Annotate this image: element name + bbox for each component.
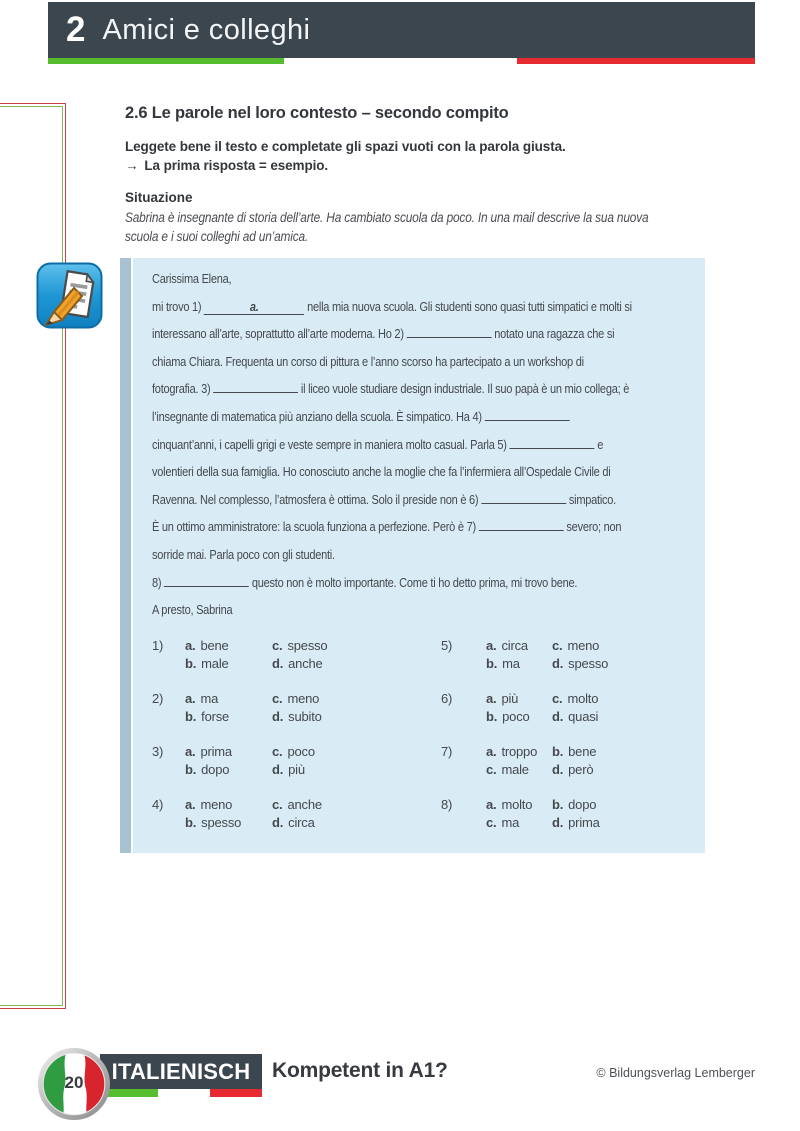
option <box>552 796 600 814</box>
option <box>272 761 315 779</box>
option-letter: d. <box>272 655 284 671</box>
letter-line <box>152 541 687 569</box>
option-letter: d. <box>272 814 284 830</box>
exercise-item-3 <box>152 743 441 779</box>
option <box>552 761 596 779</box>
letter-line <box>152 265 687 293</box>
option-word: dopo <box>201 761 230 777</box>
option-word: ma <box>200 690 219 706</box>
series-label-bar <box>100 1054 262 1089</box>
chapter-title: Amici e colleghi <box>102 13 311 46</box>
option-word: molto <box>501 796 533 812</box>
option <box>486 655 552 673</box>
option-letter: b. <box>185 814 197 830</box>
option-word: male <box>501 761 529 777</box>
letter-text: sorride mai. Parla poco con gli studenti. <box>152 546 335 562</box>
letter-text: 8) <box>152 574 165 590</box>
option <box>185 814 272 832</box>
option-word: però <box>568 761 594 777</box>
copyright-notice: © Bildungsverlag Lemberger <box>596 1066 755 1080</box>
option <box>552 655 608 673</box>
option-word: meno <box>567 637 600 653</box>
exercise-item-2 <box>152 690 441 726</box>
option-letter: c. <box>552 690 563 706</box>
option-letter: c. <box>272 690 283 706</box>
option-word: male <box>201 655 229 671</box>
option-word: anche <box>287 796 322 812</box>
situation-line: Sabrina è insegnante di storia dell’arte. Ha cambiato scuola da poco. In una mail descrive la sua nuova <box>125 210 649 225</box>
letter-text: chiama Chiara. Frequenta un corso di pittura e l’anno scorso ha partecipato a un workshop di <box>152 353 584 369</box>
letter-text: interessano all’arte, soprattutto all’arte moderna. Ho 2) <box>152 326 407 342</box>
exercise-item-1 <box>152 637 441 673</box>
option-letter: b. <box>185 761 197 777</box>
answer-options <box>152 637 687 849</box>
exercise-item-5 <box>441 637 687 673</box>
option-letter: d. <box>552 761 564 777</box>
option-word: spesso <box>568 655 609 671</box>
situation-text <box>125 209 732 246</box>
option <box>552 690 598 708</box>
item-number: 7) <box>441 743 453 759</box>
option-letter: a. <box>185 690 196 706</box>
option-letter: d. <box>552 814 564 830</box>
instruction-note: La prima risposta = esempio. <box>144 158 329 173</box>
option <box>486 761 552 779</box>
box-left-strip <box>120 258 131 853</box>
letter-line <box>152 375 687 403</box>
option-word: poco <box>502 708 530 724</box>
options-column-right <box>441 637 687 849</box>
option-letter: c. <box>272 796 283 812</box>
option <box>486 637 552 655</box>
letter-text: notato una ragazza che si <box>491 326 615 342</box>
option-word: spesso <box>287 637 328 653</box>
option-letter: b. <box>486 708 498 724</box>
letter-line <box>152 569 687 597</box>
item-number: 4) <box>152 796 164 812</box>
option-letter: a. <box>185 637 196 653</box>
option-word: spesso <box>201 814 242 830</box>
letter-text-block <box>152 265 687 624</box>
blank-field-6 <box>481 489 566 504</box>
arrow-icon: → <box>125 158 139 173</box>
letter-text: il liceo vuole studiare design industriale. Il suo papà è un mio collega; è <box>298 381 630 397</box>
option <box>272 637 327 655</box>
exercise-item-7 <box>441 743 687 779</box>
option-letter: b. <box>552 796 564 812</box>
letter-text: Ravenna. Nel complesso, l’atmosfera è ottima. Solo il preside non è 6) <box>152 491 482 507</box>
section-heading: 2.6 Le parole nel loro contesto – secondo compito <box>125 104 509 122</box>
item-number: 2) <box>152 690 164 706</box>
option <box>185 708 272 726</box>
option-letter: c. <box>486 761 497 777</box>
option <box>552 708 598 726</box>
letter-text: Carissima Elena, <box>152 271 232 286</box>
option <box>185 743 272 761</box>
option <box>486 743 552 761</box>
page-number: 20 <box>64 1073 84 1092</box>
letter-line <box>152 431 687 459</box>
exercise-item-8 <box>441 796 687 832</box>
margin-frame-inner <box>0 106 63 1006</box>
option-word: dopo <box>568 796 597 812</box>
letter-text: È un ottimo amministratore: la scuola funziona a perfezione. Però è 7) <box>152 519 479 535</box>
option <box>552 743 596 761</box>
page-number-badge <box>37 1047 111 1121</box>
option-letter: a. <box>486 796 497 812</box>
instruction-line: Leggete bene il testo e completate gli spazi vuoti con la parola giusta. <box>125 139 566 154</box>
option <box>486 708 552 726</box>
item-number: 3) <box>152 743 164 759</box>
letter-text: fotografia. 3) <box>152 381 214 397</box>
option-word: bene <box>568 743 597 759</box>
option-letter: d. <box>552 655 564 671</box>
option-word: meno <box>200 796 233 812</box>
option-word: quasi <box>568 708 599 724</box>
option-letter: a. <box>486 637 497 653</box>
option-letter: a. <box>185 796 196 812</box>
option <box>272 814 322 832</box>
option-word: più <box>288 761 305 777</box>
blank-field-4 <box>485 406 570 421</box>
option <box>185 761 272 779</box>
option-letter: a. <box>185 743 196 759</box>
letter-line <box>152 403 687 431</box>
letter-text: simpatico. <box>566 491 617 507</box>
option-letter: d. <box>552 708 564 724</box>
series-label: ITALIENISCH <box>111 1058 251 1084</box>
option-letter: d. <box>272 708 284 724</box>
option-word: circa <box>288 814 315 830</box>
option-word: forse <box>201 708 230 724</box>
letter-text: l’insegnante di matematica più anziano della scuola. È simpatico. Ha 4) <box>152 408 485 424</box>
letter-text: volentieri della sua famiglia. Ho conosciuto anche la moglie che fa l’infermiera all’Ospedale Civile di <box>152 464 611 480</box>
item-number: 1) <box>152 637 164 653</box>
writing-exercise-icon <box>36 262 103 329</box>
margin-frame <box>0 103 66 1009</box>
blank-field-7 <box>479 516 564 531</box>
option <box>552 814 600 832</box>
letter-text: severo; non <box>563 519 622 535</box>
option <box>486 796 552 814</box>
chapter-header <box>48 2 755 58</box>
option-word: troppo <box>501 743 538 759</box>
option-word: subito <box>288 708 322 724</box>
header-green-accent-bar <box>48 58 284 64</box>
option-letter: a. <box>486 743 497 759</box>
letter-text: questo non è molto importante. Come ti ho detto prima, mi trovo bene. <box>249 574 578 590</box>
blank-field-5 <box>510 434 595 449</box>
option <box>185 655 272 673</box>
option-letter: d. <box>272 761 284 777</box>
option <box>272 655 327 673</box>
blank-field-3 <box>213 378 298 393</box>
letter-text: A presto, Sabrina <box>152 602 233 618</box>
option-letter: c. <box>272 637 283 653</box>
option-word: molto <box>567 690 599 706</box>
option <box>272 708 322 726</box>
option <box>185 690 272 708</box>
option-word: poco <box>287 743 315 759</box>
option-word: circa <box>501 637 528 653</box>
options-column-left <box>152 637 441 849</box>
instruction-note-line <box>125 156 566 175</box>
letter-line <box>152 458 687 486</box>
blank-field-8 <box>164 572 249 587</box>
chapter-number: 2 <box>66 10 86 49</box>
instructions <box>125 137 566 175</box>
header-red-accent-bar <box>517 58 755 64</box>
option-word: prima <box>568 814 600 830</box>
letter-line <box>152 596 687 624</box>
option-letter: b. <box>552 743 564 759</box>
option-letter: b. <box>185 708 197 724</box>
letter-line <box>152 320 687 348</box>
option-word: ma <box>502 655 520 671</box>
option-word: prima <box>200 743 232 759</box>
option-word: ma <box>501 814 520 830</box>
option-word: più <box>501 690 519 706</box>
option <box>272 690 322 708</box>
option-word: anche <box>288 655 323 671</box>
situation-label: Situazione <box>125 190 193 205</box>
situation-line: scuola e i suoi colleghi ad un’amica. <box>125 228 309 244</box>
letter-text: nella mia nuova scuola. Gli studenti sono quasi tutti simpatici e molti si <box>304 298 632 314</box>
item-number: 8) <box>441 796 453 812</box>
option-letter: c. <box>272 743 283 759</box>
letter-line <box>152 293 687 321</box>
blank-field-2 <box>407 323 492 338</box>
letter-text: e <box>594 436 604 452</box>
item-number: 6) <box>441 690 453 706</box>
exercise-item-6 <box>441 690 687 726</box>
option <box>185 637 272 655</box>
option-letter: b. <box>185 655 197 671</box>
book-title: Kompetent in A1? <box>272 1059 448 1082</box>
item-number: 5) <box>441 637 453 653</box>
letter-line <box>152 513 687 541</box>
letter-text: mi trovo 1) <box>152 298 205 314</box>
option-letter: a. <box>486 690 497 706</box>
exercise-item-4 <box>152 796 441 832</box>
option-letter: c. <box>552 637 563 653</box>
option <box>486 690 552 708</box>
option <box>552 637 608 655</box>
option-word: meno <box>287 690 320 706</box>
exercise-box <box>133 258 705 853</box>
letter-line <box>152 486 687 514</box>
footer-red-accent-bar <box>210 1089 262 1097</box>
option <box>185 796 272 814</box>
option <box>272 796 322 814</box>
option-word: bene <box>200 637 229 653</box>
blank-field-1: a. <box>204 300 304 315</box>
letter-text: cinquant’anni, i capelli grigi e veste sempre in maniera molto casual. Parla 5) <box>152 436 510 452</box>
option-letter: c. <box>486 814 497 830</box>
option-letter: b. <box>486 655 498 671</box>
option <box>486 814 552 832</box>
option <box>272 743 315 761</box>
letter-line <box>152 348 687 376</box>
